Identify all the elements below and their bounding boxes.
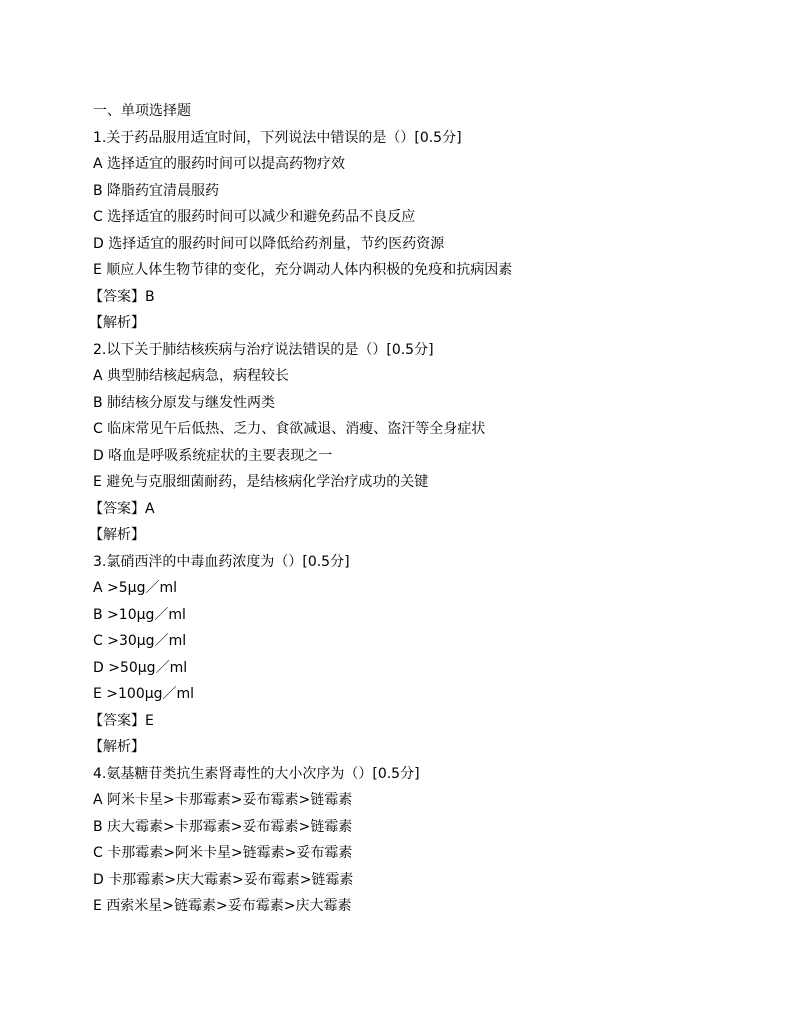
analysis-label: 【解析】 bbox=[89, 315, 145, 331]
option-c: C >30μg／ml bbox=[93, 633, 187, 649]
option-c: C 选择适宜的服药时间可以减少和避免药品不良反应 bbox=[93, 209, 416, 225]
option-d: D 咯血是呼吸系统症状的主要表现之一 bbox=[93, 447, 333, 464]
option-a: A >5μg／ml bbox=[93, 580, 177, 596]
document-page bbox=[89, 98, 733, 920]
option-d: D 选择适宜的服药时间可以降低给药剂量，节约医药资源 bbox=[93, 235, 445, 252]
question-4 bbox=[93, 761, 733, 920]
option-b: B 肺结核分原发与继发性两类 bbox=[93, 394, 276, 411]
question-stem: 3.氯硝西泮的中毒血药浓度为（）[0.5分] bbox=[93, 553, 350, 570]
option-c: C 卡那霉素>阿米卡星>链霉素>妥布霉素 bbox=[93, 845, 353, 861]
analysis-label: 【解析】 bbox=[89, 527, 145, 543]
analysis-label: 【解析】 bbox=[89, 739, 145, 755]
answer-label: 【答案】B bbox=[89, 288, 155, 305]
option-e: E 西索米星>链霉素>妥布霉素>庆大霉素 bbox=[93, 898, 352, 914]
option-e: E >100μg／ml bbox=[93, 686, 195, 702]
option-d: D >50μg／ml bbox=[93, 659, 188, 676]
option-b: B 庆大霉素>卡那霉素>妥布霉素>链霉素 bbox=[93, 818, 353, 835]
question-1 bbox=[89, 125, 733, 337]
question-stem: 4.氨基糖苷类抗生素肾毒性的大小次序为（）[0.5分] bbox=[93, 765, 420, 782]
option-c: C 临床常见午后低热、乏力、食欲减退、消瘦、盗汗等全身症状 bbox=[93, 421, 486, 437]
option-b: B 降脂药宜清晨服药 bbox=[93, 182, 220, 199]
question-stem: 1.关于药品服用适宜时间，下列说法中错误的是（）[0.5分] bbox=[93, 129, 462, 146]
question-stem: 2.以下关于肺结核疾病与治疗说法错误的是（）[0.5分] bbox=[93, 341, 434, 358]
question-3 bbox=[89, 549, 733, 761]
option-b: B >10μg／ml bbox=[93, 606, 186, 623]
option-a: A 阿米卡星>卡那霉素>妥布霉素>链霉素 bbox=[93, 792, 353, 808]
section-title: 一、单项选择题 bbox=[93, 103, 191, 119]
question-2 bbox=[89, 337, 733, 549]
answer-label: 【答案】A bbox=[89, 500, 155, 517]
answer-label: 【答案】E bbox=[89, 712, 154, 729]
option-e: E 顺应人体生物节律的变化，充分调动人体内积极的免疫和抗病因素 bbox=[93, 262, 513, 278]
option-a: A 选择适宜的服药时间可以提高药物疗效 bbox=[93, 156, 346, 172]
option-d: D 卡那霉素>庆大霉素>妥布霉素>链霉素 bbox=[93, 871, 354, 888]
option-e: E 避免与克服细菌耐药，是结核病化学治疗成功的关键 bbox=[93, 474, 429, 490]
option-a: A 典型肺结核起病急，病程较长 bbox=[93, 368, 290, 384]
